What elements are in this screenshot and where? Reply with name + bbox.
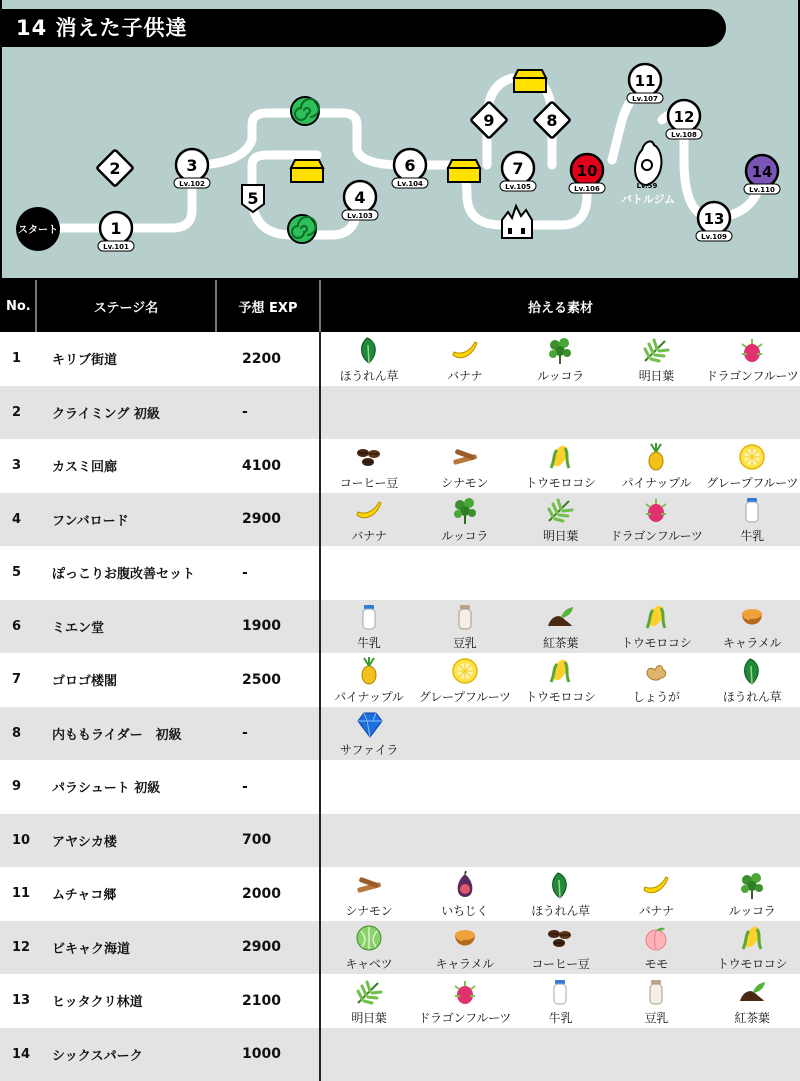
material-item <box>417 656 513 707</box>
material-label: いちじく <box>441 903 489 918</box>
header-stage-name: ステージ名 <box>36 280 216 332</box>
spinach-icon <box>737 656 767 686</box>
table-header-row <box>0 280 800 332</box>
material-item <box>608 335 704 386</box>
stage-exp: 2000 <box>216 867 320 921</box>
stage-name: ビキャク海道 <box>36 921 216 975</box>
peach-icon <box>641 923 671 953</box>
stage-exp: - <box>216 707 320 761</box>
node-number: 7 <box>512 159 524 178</box>
ashitaba-icon <box>354 977 384 1007</box>
stage-number: 8 <box>0 707 36 761</box>
stage-exp: 2900 <box>216 493 320 547</box>
chest-box <box>514 78 546 92</box>
map-node-6[interactable] <box>392 149 428 188</box>
road-segment <box>402 165 587 225</box>
header-exp: 予想 EXP <box>216 280 320 332</box>
arugula-icon <box>737 870 767 900</box>
node-number: 1 <box>110 219 122 238</box>
material-label: シナモン <box>441 475 489 490</box>
material-label: モモ <box>644 957 668 971</box>
map-node-4[interactable] <box>342 181 378 220</box>
stage-number: 13 <box>0 974 36 1028</box>
stage-materials <box>320 760 800 814</box>
soymilk-icon <box>450 602 480 632</box>
materials-list <box>321 332 800 386</box>
stage-materials <box>320 332 800 386</box>
material-item <box>608 602 704 653</box>
material-label: キャラメル <box>435 957 494 971</box>
stage-number: 3 <box>0 439 36 493</box>
material-label: ほうれん草 <box>339 368 399 383</box>
node-number: 5 <box>247 189 259 208</box>
node-level: Lv.108 <box>671 131 697 139</box>
material-item <box>513 442 609 493</box>
node-level: Lv.105 <box>505 183 531 191</box>
stage-materials <box>320 1028 800 1081</box>
banana-icon <box>641 870 671 900</box>
header-no: No. <box>0 280 36 332</box>
material-item <box>704 495 800 546</box>
material-label: ほうれん草 <box>722 689 782 704</box>
material-item <box>321 602 417 653</box>
node-level: Lv.104 <box>397 180 423 188</box>
cinnamon-icon <box>354 870 384 900</box>
material-item <box>513 602 609 653</box>
material-label: コーヒー豆 <box>339 475 398 490</box>
material-item <box>417 335 513 386</box>
treasure-chest-icon <box>514 70 546 92</box>
map-node-14[interactable] <box>744 155 780 194</box>
material-item <box>704 442 800 493</box>
chest-lid <box>514 70 546 78</box>
start-node[interactable] <box>16 207 60 251</box>
warp-swirl-icon <box>291 97 319 125</box>
table-row[interactable] <box>0 600 800 654</box>
material-label: 牛乳 <box>357 636 381 650</box>
coffee-icon <box>545 923 575 953</box>
material-item <box>513 977 609 1028</box>
stage-exp: - <box>216 546 320 600</box>
stage-materials <box>320 814 800 868</box>
stage-materials <box>320 386 800 440</box>
caramel-icon <box>450 923 480 953</box>
cabbage-icon <box>354 923 384 953</box>
stage-exp: 1000 <box>216 1028 320 1081</box>
material-label: コーヒー豆 <box>531 957 590 971</box>
stage-exp: - <box>216 386 320 440</box>
stage-number: 11 <box>0 867 36 921</box>
material-item <box>321 335 417 386</box>
stage-number: 7 <box>0 653 36 707</box>
stage-number: 2 <box>0 386 36 440</box>
treasure-chest-icon <box>448 160 480 182</box>
node-level: Lv.109 <box>701 233 727 241</box>
stage-name: ぽっこりお腹改善セット <box>36 546 216 600</box>
stage-number: 1 <box>0 332 36 386</box>
castle-icon <box>502 206 532 238</box>
table-row[interactable] <box>0 921 800 975</box>
material-label: キャベツ <box>345 957 393 971</box>
materials-list <box>321 386 800 440</box>
gym-level-label: Lv.59 <box>636 182 658 190</box>
arugula-icon <box>545 335 575 365</box>
node-number: 10 <box>576 162 598 180</box>
material-item <box>321 709 417 760</box>
materials-list <box>321 760 800 814</box>
material-label: ドラゴンフルーツ <box>418 1010 512 1025</box>
stage-number: 4 <box>0 493 36 547</box>
node-level: Lv.110 <box>749 186 775 194</box>
map-node-1[interactable] <box>98 212 134 251</box>
ginger-icon <box>641 656 671 686</box>
material-label: 明日葉 <box>351 1010 387 1025</box>
stage-exp: 2900 <box>216 921 320 975</box>
soymilk-icon <box>641 977 671 1007</box>
stage-exp: 2200 <box>216 332 320 386</box>
castle-window <box>521 228 525 234</box>
spinach-icon <box>545 870 575 900</box>
material-item <box>417 602 513 653</box>
materials-list <box>321 546 800 600</box>
map-node-12[interactable] <box>666 100 702 139</box>
corn-icon <box>641 602 671 632</box>
material-label: 牛乳 <box>548 1010 573 1025</box>
table-row[interactable] <box>0 867 800 921</box>
materials-list <box>321 600 800 654</box>
stage-number: 6 <box>0 600 36 654</box>
material-label: シナモン <box>345 903 393 918</box>
materials-list <box>321 814 800 868</box>
stage-materials <box>320 653 800 707</box>
stage-materials <box>320 974 800 1028</box>
banana-icon <box>354 495 384 525</box>
material-label: バナナ <box>351 529 387 543</box>
stage-materials <box>320 707 800 761</box>
material-item <box>608 656 704 707</box>
map-node-8[interactable] <box>534 102 571 139</box>
stage-number: 10 <box>0 814 36 868</box>
materials-list <box>321 493 800 547</box>
node-number: 3 <box>186 156 198 175</box>
stage-exp: 1900 <box>216 600 320 654</box>
node-number: 4 <box>354 188 366 207</box>
material-item <box>321 495 417 546</box>
materials-list <box>321 653 800 707</box>
map-node-5[interactable] <box>242 185 264 212</box>
stage-name: フンバロード <box>36 493 216 547</box>
stage-table <box>0 280 800 1081</box>
material-item <box>321 977 417 1028</box>
material-label: バナナ <box>638 903 674 918</box>
material-item <box>608 923 704 974</box>
table-row[interactable] <box>0 707 800 761</box>
stage-materials <box>320 493 800 547</box>
table-row[interactable] <box>0 974 800 1028</box>
milk-icon <box>737 495 767 525</box>
material-item <box>417 442 513 493</box>
table-row[interactable] <box>0 760 800 814</box>
chest-lid <box>448 160 480 168</box>
map-node-10[interactable] <box>569 154 605 193</box>
chest-box <box>448 168 480 182</box>
material-label: 明日葉 <box>638 368 674 383</box>
node-number: 6 <box>404 156 416 175</box>
material-item <box>417 977 513 1028</box>
banana-icon <box>450 335 480 365</box>
caramel-icon <box>737 602 767 632</box>
material-label: 紅茶葉 <box>734 1010 770 1025</box>
stage-exp: 2500 <box>216 653 320 707</box>
stage-exp: 700 <box>216 814 320 868</box>
cinnamon-icon <box>450 442 480 472</box>
material-item <box>417 923 513 974</box>
materials-list <box>321 974 800 1028</box>
milk-icon <box>354 602 384 632</box>
corn-icon <box>545 656 575 686</box>
materials-list <box>321 1028 800 1081</box>
node-level: Lv.101 <box>103 243 129 251</box>
material-item <box>321 656 417 707</box>
ashitaba-icon <box>545 495 575 525</box>
coffee-icon <box>354 442 384 472</box>
material-label: 豆乳 <box>452 636 477 650</box>
header-materials: 拾える素材 <box>320 280 800 332</box>
chest-box <box>291 168 323 182</box>
stage-exp: 2100 <box>216 974 320 1028</box>
material-item <box>704 977 800 1028</box>
material-item <box>513 923 609 974</box>
stage-name: シックスパーク <box>36 1028 216 1081</box>
spinach-icon <box>354 335 384 365</box>
fig-icon <box>450 870 480 900</box>
gym-eye <box>642 160 652 170</box>
materials-list <box>321 439 800 493</box>
milk-icon <box>545 977 575 1007</box>
stage-name: クライミング 初級 <box>36 386 216 440</box>
material-label: トウモロコシ <box>525 475 596 490</box>
dragonfruit-icon <box>450 977 480 1007</box>
ashitaba-icon <box>641 335 671 365</box>
table-body <box>0 332 800 1081</box>
table-row[interactable] <box>0 386 800 440</box>
stage-materials <box>320 439 800 493</box>
material-item <box>417 870 513 921</box>
pineapple-icon <box>354 656 384 686</box>
corn-icon <box>737 923 767 953</box>
node-number: 11 <box>634 72 656 90</box>
node-level: Lv.106 <box>574 185 600 193</box>
stage-materials <box>320 921 800 975</box>
material-label: 明日葉 <box>542 529 579 543</box>
node-level: Lv.102 <box>179 180 205 188</box>
table-row[interactable] <box>0 814 800 868</box>
table-row[interactable] <box>0 332 800 386</box>
material-label: サファイラ <box>339 743 399 757</box>
material-item <box>704 923 800 974</box>
material-label: ルッコラ <box>537 368 584 383</box>
tea-icon <box>545 602 575 632</box>
tea-icon <box>737 977 767 1007</box>
stage-number: 5 <box>0 546 36 600</box>
material-label: トウモロコシ <box>525 689 596 704</box>
material-item <box>704 335 800 386</box>
node-number: 12 <box>673 108 695 126</box>
arugula-icon <box>450 495 480 525</box>
map-node-3[interactable] <box>174 149 210 188</box>
stage-name: 内ももライダー 初級 <box>36 707 216 761</box>
stage-exp: - <box>216 760 320 814</box>
stage-materials <box>320 600 800 654</box>
grapefruit-icon <box>450 656 480 686</box>
material-item <box>704 870 800 921</box>
pineapple-icon <box>641 442 671 472</box>
material-item <box>513 495 609 546</box>
castle-window <box>508 228 512 234</box>
node-number: 13 <box>703 210 725 228</box>
material-label: トウモロコシ <box>716 957 788 971</box>
treasure-chest-icon <box>291 160 323 182</box>
material-item <box>321 923 417 974</box>
node-number: 2 <box>109 159 121 178</box>
material-item <box>608 495 704 546</box>
sapphire-icon <box>354 709 384 739</box>
node-number: 9 <box>483 111 495 130</box>
material-label: ルッコラ <box>728 903 776 918</box>
material-label: パイナップル <box>621 475 692 490</box>
stage-materials <box>320 546 800 600</box>
material-label: ルッコラ <box>441 529 489 543</box>
warp-swirl-icon <box>288 215 316 243</box>
material-label: しょうが <box>632 689 680 704</box>
dragonfruit-icon <box>737 335 767 365</box>
material-label: ドラゴンフルーツ <box>609 529 703 543</box>
table-row[interactable] <box>0 546 800 600</box>
node-number: 8 <box>546 111 558 130</box>
stage-name: ムチャコ郷 <box>36 867 216 921</box>
node-level: Lv.107 <box>632 95 658 103</box>
stage-exp: 4100 <box>216 439 320 493</box>
page-title: 14 消えた子供達 <box>2 9 726 47</box>
materials-list <box>321 921 800 975</box>
material-label: トウモロコシ <box>621 636 692 650</box>
stage-number: 12 <box>0 921 36 975</box>
material-item <box>608 977 704 1028</box>
material-item <box>321 442 417 493</box>
material-item <box>417 495 513 546</box>
materials-list <box>321 707 800 761</box>
chest-lid <box>291 160 323 168</box>
map-node-2[interactable] <box>97 150 134 187</box>
gym-label: バトルジム <box>620 193 676 206</box>
stage-name: ミエン堂 <box>36 600 216 654</box>
material-item <box>513 656 609 707</box>
dragonfruit-icon <box>641 495 671 525</box>
material-label: ドラゴンフルーツ <box>705 368 799 383</box>
grapefruit-icon <box>737 442 767 472</box>
material-label: キャラメル <box>723 636 782 650</box>
stage-name: ゴロゴ楼閣 <box>36 653 216 707</box>
castle-body <box>502 206 532 238</box>
materials-list <box>321 867 800 921</box>
material-label: パイナップル <box>334 689 404 704</box>
material-label: グレープフルーツ <box>418 689 511 704</box>
material-item <box>608 442 704 493</box>
material-label: グレープフルーツ <box>706 475 799 490</box>
battle-gym-icon[interactable] <box>621 141 675 206</box>
material-label: ほうれん草 <box>531 903 590 918</box>
node-number: 14 <box>751 163 773 181</box>
stage-name: カスミ回廊 <box>36 439 216 493</box>
stage-name: キリブ街道 <box>36 332 216 386</box>
material-label: 紅茶葉 <box>542 636 579 650</box>
material-item <box>321 870 417 921</box>
material-label: 豆乳 <box>644 1010 668 1025</box>
stage-number: 14 <box>0 1028 36 1081</box>
map-node-11[interactable] <box>627 64 663 103</box>
material-item <box>608 870 704 921</box>
material-label: 牛乳 <box>740 529 764 543</box>
map-node-7[interactable] <box>500 152 536 191</box>
stage-name: ヒッタクリ林道 <box>36 974 216 1028</box>
stage-name: アヤシカ楼 <box>36 814 216 868</box>
table-row[interactable] <box>0 439 800 493</box>
start-label: スタート <box>18 225 58 236</box>
material-item <box>513 335 609 386</box>
material-label: バナナ <box>447 368 483 383</box>
material-item <box>704 602 800 653</box>
table-row[interactable] <box>0 493 800 547</box>
map-node-9[interactable] <box>471 102 508 139</box>
stage-number: 9 <box>0 760 36 814</box>
stage-name: パラシュート 初級 <box>36 760 216 814</box>
node-level: Lv.103 <box>347 212 373 220</box>
world-map <box>2 0 798 278</box>
corn-icon <box>545 442 575 472</box>
map-node-13[interactable] <box>696 202 732 241</box>
material-item <box>704 656 800 707</box>
table-row[interactable] <box>0 653 800 707</box>
stage-materials <box>320 867 800 921</box>
table-row[interactable] <box>0 1028 800 1081</box>
material-item <box>513 870 609 921</box>
